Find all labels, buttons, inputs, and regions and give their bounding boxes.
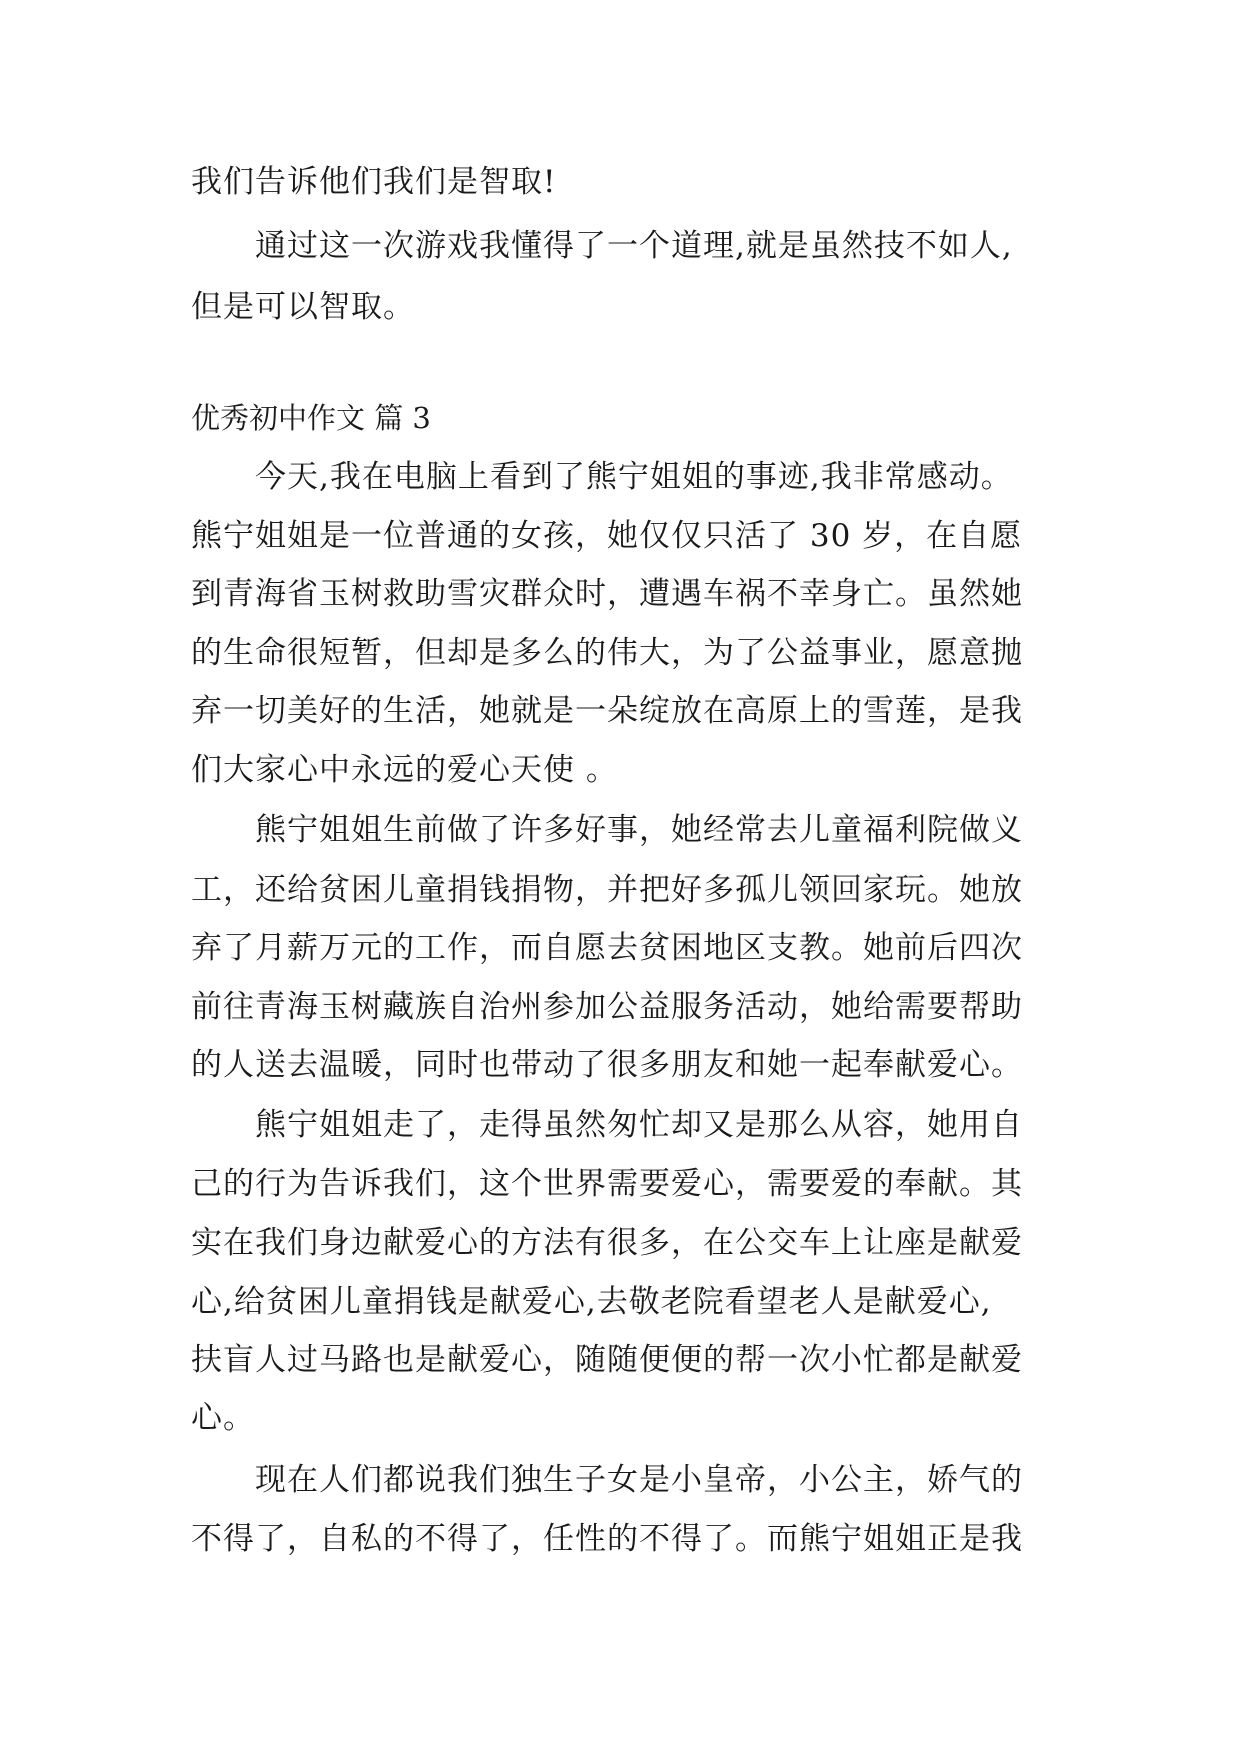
text-line: 前往青海玉树藏族自治州参加公益服务活动，她给需要帮助 [191, 989, 1023, 1025]
text-line: 工，还给贫困儿童捐钱捐物，并把好多孤儿领回家玩。她放 [191, 872, 1023, 908]
text-line: 弃了月薪万元的工作，而自愿去贫困地区支教。她前后四次 [191, 930, 1023, 966]
section-heading: 优秀初中作文 篇 3 [191, 401, 431, 435]
text-line: 但是可以智取。 [191, 289, 415, 325]
text-line: 实在我们身边献爱心的方法有很多，在公交车上让座是献爱 [191, 1225, 1023, 1261]
text-line: 己的行为告诉我们，这个世界需要爱心，需要爱的奉献。其 [191, 1166, 1023, 1202]
paragraph-first-line: 现在人们都说我们独生子女是小皇帝，小公主，娇气的 [255, 1462, 1023, 1498]
text-line: 弃一切美好的生活，她就是一朵绽放在高原上的雪莲，是我 [191, 693, 1023, 729]
text-line: 不得了，自私的不得了，任性的不得了。而熊宁姐姐正是我 [191, 1521, 1023, 1557]
text-line: 到青海省玉树救助雪灾群众时，遭遇车祸不幸身亡。虽然她 [191, 576, 1023, 612]
text-line: 心,给贫困儿童捐钱是献爱心,去敬老院看望老人是献爱心, [191, 1284, 992, 1320]
text-line: 的人送去温暖，同时也带动了很多朋友和她一起奉献爱心。 [191, 1047, 1023, 1083]
text-line: 熊宁姐姐是一位普通的女孩，她仅仅只活了 30 岁，在自愿 [191, 518, 1023, 554]
text-line: 扶盲人过马路也是献爱心，随随便便的帮一次小忙都是献爱 [191, 1342, 1023, 1378]
paragraph-first-line: 熊宁姐姐走了，走得虽然匆忙却又是那么从容，她用自 [255, 1107, 1023, 1143]
text-line: 们大家心中永远的爱心天使 。 [191, 752, 618, 788]
paragraph-first-line: 熊宁姐姐生前做了许多好事，她经常去儿童福利院做义 [255, 812, 1023, 848]
text-line: 的生命很短暂，但却是多么的伟大，为了公益事业，愿意抛 [191, 635, 1023, 671]
paragraph-first-line: 今天,我在电脑上看到了熊宁姐姐的事迹,我非常感动。 [255, 459, 1013, 495]
paragraph-first-line: 通过这一次游戏我懂得了一个道理,就是虽然技不如人, [255, 228, 1013, 264]
text-line: 我们告诉他们我们是智取! [191, 164, 557, 200]
text-line: 心。 [191, 1400, 255, 1436]
